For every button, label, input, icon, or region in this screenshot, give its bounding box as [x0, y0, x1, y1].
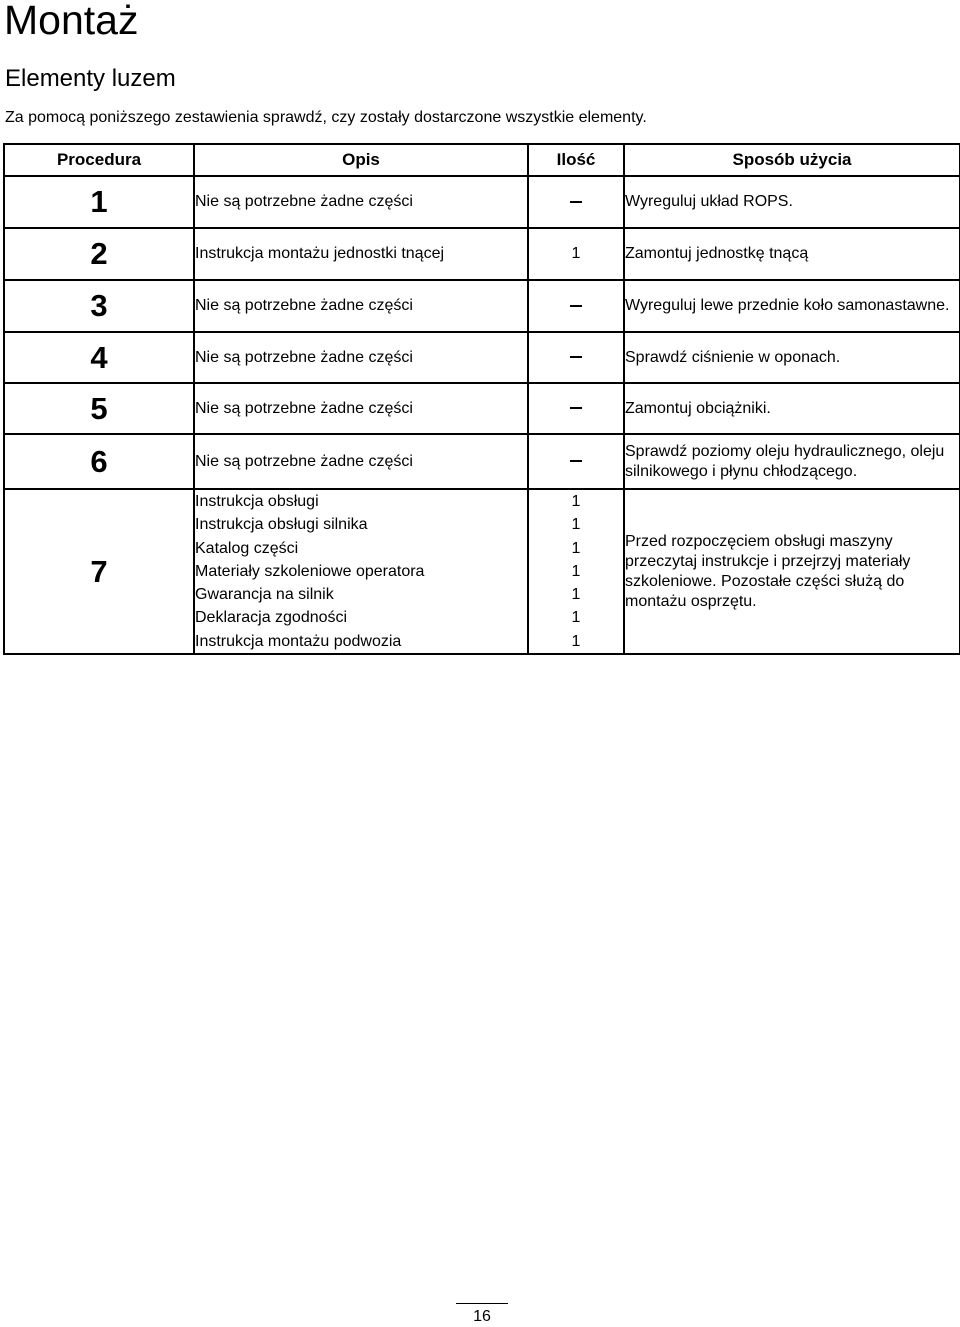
procedure-number: 4: [4, 332, 194, 383]
list-item-quantity: 1: [571, 632, 581, 650]
usage-text: Sprawdź poziomy oleju hydraulicznego, oleju silnikowego i płynu chłodzącego.: [624, 434, 960, 489]
footer-divider: [456, 1303, 508, 1304]
list-item: Deklaracja zgodności: [195, 609, 348, 627]
procedure-number: 1: [4, 176, 194, 228]
dash-mark: [570, 407, 582, 409]
part-description: Nie są potrzebne żadne części: [194, 176, 528, 228]
table-row: [4, 489, 960, 654]
dash-mark: [570, 356, 582, 358]
part-description: Nie są potrzebne żadne części: [194, 434, 528, 489]
header-usage: Sposób użycia: [624, 144, 960, 176]
table-row: [4, 434, 960, 489]
part-description: Instrukcja montażu jednostki tnącej: [194, 228, 528, 280]
table-row: [4, 332, 960, 383]
procedure-number: 2: [4, 228, 194, 280]
procedure-number: 5: [4, 383, 194, 434]
intro-text: Za pomocą poniższego zestawienia sprawdź, czy zostały dostarczone wszystkie elementy.: [5, 109, 647, 126]
header-description: Opis: [194, 144, 528, 176]
part-description: Nie są potrzebne żadne części: [194, 332, 528, 383]
list-item: Instrukcja montażu podwozia: [195, 632, 402, 650]
usage-text: Wyreguluj lewe przednie koło samonastawne.: [624, 280, 960, 332]
header-procedure: Procedura: [4, 144, 194, 176]
list-item-quantity: 1: [571, 586, 581, 604]
usage-text: Zamontuj jednostkę tnącą: [624, 228, 960, 280]
list-item-quantity: 1: [571, 493, 581, 510]
table-row: [4, 176, 960, 228]
part-quantity: 1: [528, 228, 624, 280]
part-description-list: [194, 489, 528, 654]
list-item: Gwarancja na silnik: [195, 586, 334, 604]
part-quantity-list: [528, 489, 624, 654]
part-description: Nie są potrzebne żadne części: [194, 280, 528, 332]
list-item: Materiały szkoleniowe operatora: [195, 562, 425, 580]
part-quantity: [528, 176, 624, 228]
procedure-number: 3: [4, 280, 194, 332]
loose-parts-table: [3, 143, 960, 655]
table-header-row: [4, 144, 960, 176]
usage-text: Przed rozpoczęciem obsługi maszyny przeczytaj instrukcje i przejrzyj materiały szkoleniowe. Pozostałe części służą do montażu osprzętu.: [624, 489, 960, 654]
table-row: [4, 280, 960, 332]
table-row: [4, 228, 960, 280]
list-item: Instrukcja obsługi: [195, 493, 319, 510]
header-quantity: Ilość: [528, 144, 624, 176]
list-item-quantity: 1: [571, 562, 581, 580]
part-quantity: [528, 280, 624, 332]
page-title: Montaż: [4, 0, 139, 43]
part-quantity: [528, 434, 624, 489]
section-title: Elementy luzem: [5, 65, 176, 92]
usage-text: Sprawdź ciśnienie w oponach.: [624, 332, 960, 383]
dash-mark: [570, 201, 582, 203]
list-item-quantity: 1: [571, 609, 581, 627]
list-item-quantity: 1: [571, 516, 581, 534]
page-number: 16: [473, 1308, 491, 1325]
part-quantity: [528, 383, 624, 434]
usage-text: Zamontuj obciążniki.: [624, 383, 960, 434]
usage-text: Wyreguluj układ ROPS.: [624, 176, 960, 228]
part-description: Nie są potrzebne żadne części: [194, 383, 528, 434]
dash-mark: [570, 460, 582, 462]
procedure-number: 7: [4, 489, 194, 654]
table-row: [4, 383, 960, 434]
part-quantity: [528, 332, 624, 383]
list-item-quantity: 1: [571, 539, 581, 557]
list-item: Instrukcja obsługi silnika: [195, 516, 368, 534]
list-item: Katalog części: [195, 539, 299, 557]
dash-mark: [570, 305, 582, 307]
procedure-number: 6: [4, 434, 194, 489]
